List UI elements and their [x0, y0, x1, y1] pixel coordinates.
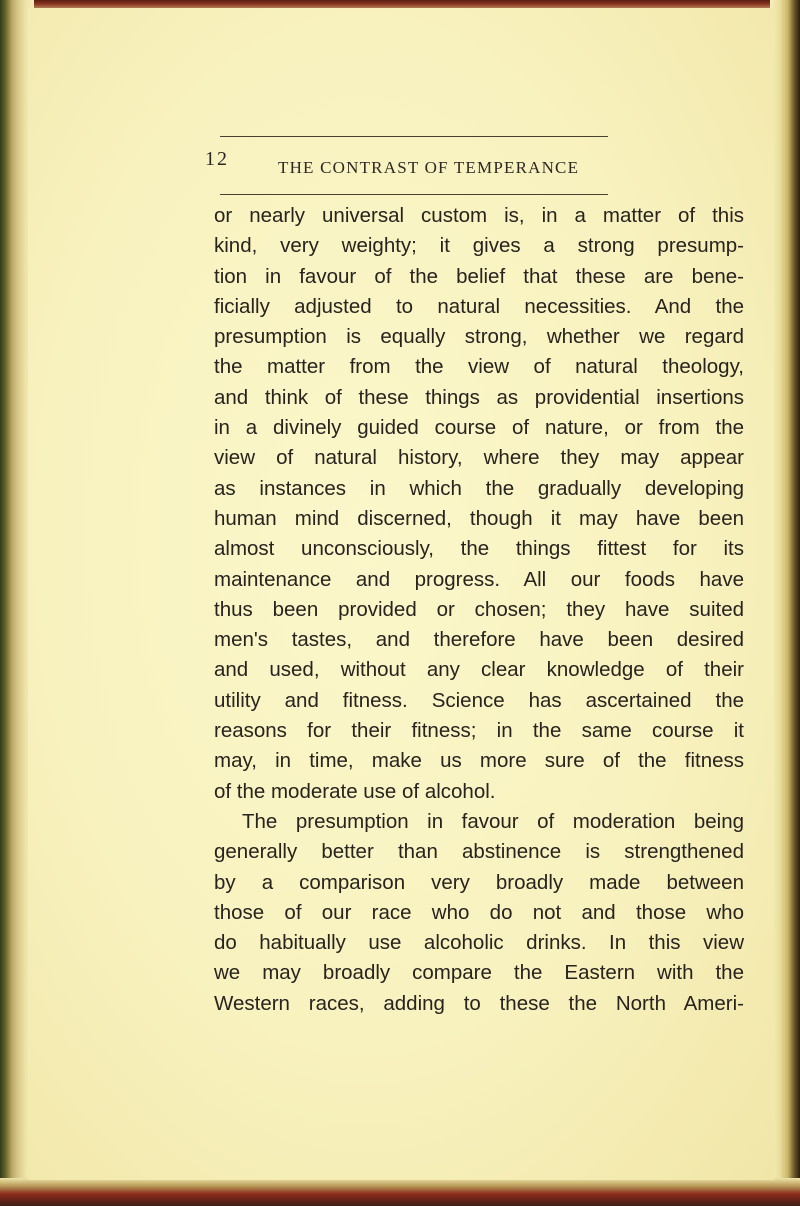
text-line: in a divinely guided course of nature, or from the [214, 416, 744, 440]
header-rule-bottom [220, 194, 608, 195]
book-page [28, 8, 774, 1180]
text-line: maintenance and progress. All our foods have [214, 567, 744, 591]
text-line: view of natural history, where they may appear [214, 446, 744, 470]
text-line: generally better than abstinence is strengthened [214, 840, 744, 864]
text-line: do habitually use alcoholic drinks. In this view [214, 931, 744, 955]
text-line: and used, without any clear knowledge of their [214, 658, 744, 682]
paragraph-2 [214, 807, 744, 1019]
text-line: of the moderate use of alcohol. [214, 779, 496, 803]
text-line: human mind discerned, though it may have been [214, 506, 744, 530]
text-line: and think of these things as providential insertions [214, 385, 744, 409]
text-line: thus been provided or chosen; they have suited [214, 597, 744, 621]
text-line: ficially adjusted to natural necessities. And the [214, 294, 744, 318]
text-line: almost unconsciously, the things fittest for its [214, 537, 744, 561]
paragraph-1 [214, 201, 744, 807]
text-line: may, in time, make us more sure of the fitness [214, 749, 744, 773]
page-bottom-edge [0, 1178, 800, 1206]
text-line: The presumption in favour of moderation being [242, 809, 744, 833]
text-line: we may broadly compare the Eastern with the [214, 961, 744, 985]
text-line: utility and fitness. Science has ascertained the [214, 688, 744, 712]
text-line: reasons for their fitness; in the same course it [214, 719, 744, 743]
text-line: tion in favour of the belief that these are bene- [214, 264, 744, 288]
text-line: the matter from the view of natural theology, [214, 355, 744, 379]
header-rule-top [220, 136, 608, 137]
running-head: THE CONTRAST OF TEMPERANCE [278, 158, 580, 177]
text-line: as instances in which the gradually developing [214, 476, 744, 500]
body-text [214, 201, 744, 1019]
text-line: Western races, adding to these the North Ameri- [214, 991, 744, 1015]
text-line: men's tastes, and therefore have been desired [214, 628, 744, 652]
book-binding-right [770, 0, 800, 1206]
text-line: or nearly universal custom is, in a matter of this [214, 204, 744, 227]
text-line: those of our race who do not and those who [214, 900, 744, 924]
page-number: 12 [205, 148, 229, 170]
text-line: presumption is equally strong, whether we regard [214, 325, 744, 349]
text-line: kind, very weighty; it gives a strong presump- [214, 234, 744, 258]
text-line: by a comparison very broadly made between [214, 870, 744, 894]
